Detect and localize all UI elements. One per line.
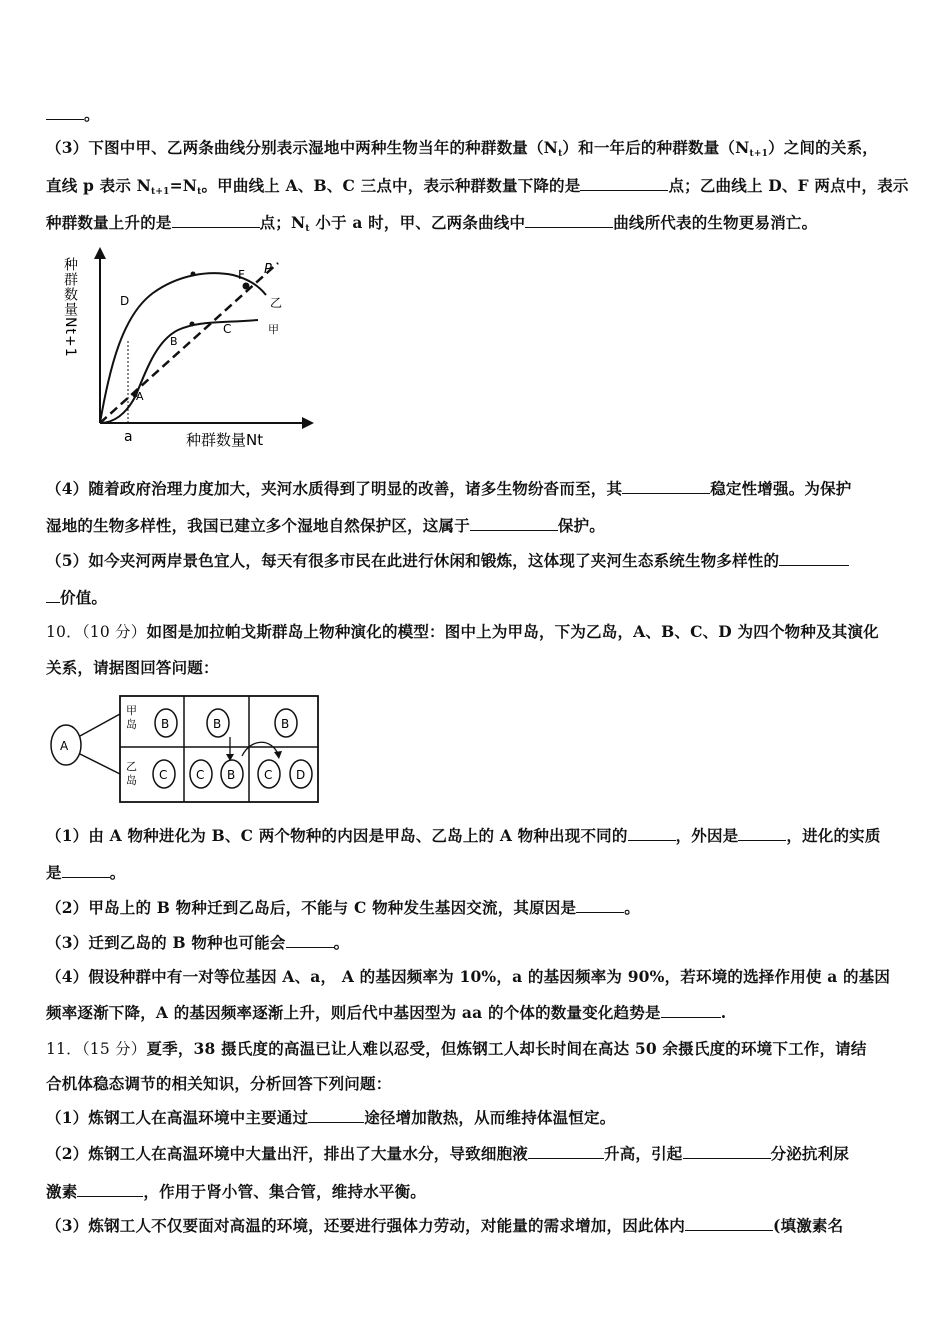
curve-jia-label: 甲	[268, 323, 279, 336]
y-axis-arrow	[94, 247, 106, 259]
a-tick-label: a	[124, 429, 133, 445]
text: （1）炼钢工人在高温环境中主要通过	[46, 1108, 309, 1127]
text-line	[46, 104, 908, 126]
text-line	[46, 1038, 908, 1060]
island-jia-label: 甲	[126, 704, 137, 717]
answer-blank	[683, 1143, 771, 1159]
text: （1）由 A 物种进化为 B、C 两个物种的内因是甲岛、乙岛上的 A 物种出现不同的	[46, 826, 628, 845]
text-line	[46, 1181, 908, 1203]
text: 频率逐渐下降，A 的基因频率逐渐上升，则后代中基因型为 aa 的个体的数量变化趋势是	[46, 1003, 661, 1022]
line-p-label: P	[264, 262, 272, 277]
text-line	[46, 587, 908, 609]
subscript: t+1	[749, 149, 769, 159]
text: .	[720, 1003, 727, 1022]
answer-blank	[528, 1143, 604, 1159]
text: 种群数量上升的是	[46, 213, 172, 232]
curve-jia	[100, 320, 258, 423]
text: ）和一年后的种群数量（N	[562, 138, 750, 157]
arrow-head	[274, 751, 282, 759]
species-c-label: C	[264, 768, 273, 782]
text: 。甲曲线上 A、B、C 三点中，表示种群数量下降的是	[201, 176, 581, 195]
text-line	[46, 137, 908, 165]
answer-blank	[661, 1002, 721, 1018]
point-a-label: A	[136, 390, 144, 403]
text-line	[46, 1107, 908, 1129]
text: ，外因是	[675, 826, 739, 845]
text: 升高，引起	[604, 1144, 683, 1163]
text: （2）甲岛上的 B 物种迁到乙岛后，不能与 C 物种发生基因交流，其原因是	[46, 898, 577, 917]
text: =N	[169, 176, 198, 195]
subscript: t+1	[151, 187, 170, 197]
point-b-label: B	[170, 335, 178, 348]
text-line	[46, 862, 908, 884]
subscript: t	[197, 187, 202, 197]
text-line	[46, 897, 908, 919]
text: 合机体稳态调节的相关知识，分析回答下列问题：	[46, 1074, 392, 1093]
answer-blank	[622, 478, 710, 494]
text-line	[46, 175, 908, 203]
subscript: t	[558, 149, 563, 159]
text: 。	[624, 898, 640, 917]
species-c-label: C	[159, 768, 168, 782]
point-c-label: C	[223, 322, 232, 336]
text: 点；乙曲线上 D、F 两点中，表示	[668, 176, 909, 195]
text: 湿地的生物多样性，我国已建立多个湿地自然保护区，这属于	[46, 516, 470, 535]
x-axis-label: 种群数量Nt	[186, 431, 264, 449]
text-line	[46, 657, 908, 679]
text-line	[46, 212, 908, 240]
text: 小于 a 时，甲、乙两条曲线中	[309, 213, 526, 232]
text: （3）炼钢工人不仅要面对高温的环境，还要进行强体力劳动，对能量的需求增加，因此体内	[46, 1216, 685, 1235]
subscript: t	[305, 224, 310, 234]
text-line	[46, 1143, 908, 1165]
text-line	[46, 1215, 908, 1237]
question-number: 11．（15 分）	[46, 1040, 147, 1058]
point-f-label: F	[238, 268, 245, 282]
text: 。	[333, 933, 350, 952]
evolution-arrow	[242, 742, 278, 756]
answer-blank	[308, 1107, 364, 1123]
text: 稳定性增强。为保护	[710, 479, 852, 498]
species-b-label: B	[213, 717, 222, 731]
text: (填激素名	[773, 1216, 844, 1235]
island-yi-label: 岛	[126, 774, 137, 787]
text: 分泌抗利尿	[770, 1144, 850, 1163]
text: 。	[109, 863, 126, 882]
answer-blank	[628, 825, 676, 841]
text: （3）迁到乙岛的 B 物种也可能会	[46, 933, 286, 952]
answer-blank	[77, 1181, 143, 1197]
text: 点；N	[259, 213, 306, 232]
text-line	[46, 621, 908, 643]
line-p	[100, 263, 278, 423]
text: （2）炼钢工人在高温环境中大量出汗，排出了大量水分，导致细胞液	[46, 1144, 528, 1163]
branch-line	[80, 754, 120, 774]
answer-blank	[62, 862, 110, 878]
answer-blank	[576, 897, 624, 913]
answer-blank	[470, 515, 558, 531]
text: 途径增加散热，从而维持体温恒定。	[364, 1108, 616, 1127]
answer-blank	[525, 212, 613, 228]
point-top-dot	[191, 272, 196, 277]
island-yi-label: 乙	[126, 760, 137, 773]
answer-blank	[779, 550, 849, 566]
curve-yi-label: 乙	[270, 296, 283, 310]
text: 保护。	[557, 516, 606, 535]
point-c-dot	[190, 322, 195, 327]
text-line	[46, 1002, 908, 1024]
answer-blank	[738, 825, 786, 841]
question-number: 10．（10 分）	[46, 623, 147, 641]
answer-blank	[46, 587, 60, 603]
text: 是	[46, 863, 62, 882]
text-line	[46, 932, 908, 954]
text: 价值。	[60, 588, 108, 607]
species-c-label: C	[196, 768, 205, 782]
text: 直线 p 表示 N	[46, 176, 151, 195]
y-axis-label: 种群数量Nt+1	[62, 257, 78, 358]
species-d-label: D	[296, 768, 306, 782]
text-line	[46, 825, 908, 847]
species-a-label: A	[60, 739, 69, 753]
answer-blank	[286, 932, 334, 948]
answer-blank	[685, 1215, 773, 1231]
text: （3）下图中甲、乙两条曲线分别表示湿地中两种生物当年的种群数量（N	[46, 138, 559, 157]
species-b-label: B	[227, 768, 236, 782]
text: 夏季，38 摄氏度的高温已让人难以忍受，但炼钢工人却长时间在高达 50 余摄氏度的环境下工作，请结	[146, 1039, 867, 1058]
island-jia-label: 岛	[126, 718, 137, 731]
text: 如图是加拉帕戈斯群岛上物种演化的模型：图中上为甲岛，下为乙岛，A、B、C、D 为四个物种及其演化	[146, 622, 879, 641]
text-line	[46, 515, 908, 537]
point-f-dot	[243, 283, 250, 290]
population-graph	[58, 245, 318, 455]
text-line	[46, 478, 908, 500]
branch-line	[80, 714, 120, 736]
text: （4）随着政府治理力度加大，夹河水质得到了明显的改善，诸多生物纷沓而至，其	[46, 479, 623, 498]
text: ）之间的关系，	[768, 138, 878, 157]
text-line	[46, 1073, 908, 1095]
text: 激素	[46, 1182, 78, 1201]
answer-blank	[46, 104, 84, 120]
text-line	[46, 966, 908, 988]
text: （5）如今夹河两岸景色宜人，每天有很多市民在此进行休闲和锻炼，这体现了夹河生态系统生物多样性的	[46, 551, 780, 570]
speciation-diagram	[46, 692, 326, 807]
text: ，作用于肾小管、集合管，维持水平衡。	[143, 1182, 427, 1201]
diagram-grid	[120, 696, 318, 802]
text-line	[46, 550, 908, 572]
point-d-label: D	[120, 294, 130, 308]
species-b-label: B	[281, 717, 290, 731]
species-b-label: B	[161, 717, 170, 731]
text: （4）假设种群中有一对等位基因 A、a， A 的基因频率为 10%，a 的基因频率为 90%，若环境的选择作用使 a 的基因	[46, 967, 891, 986]
text: 关系，请据图回答问题：	[46, 658, 219, 677]
answer-blank	[172, 212, 260, 228]
text: 。	[84, 105, 100, 124]
answer-blank	[580, 175, 668, 191]
text: ，进化的实质	[786, 826, 881, 845]
text: 曲线所代表的生物更易消亡。	[613, 213, 818, 232]
x-axis-arrow	[302, 417, 314, 429]
